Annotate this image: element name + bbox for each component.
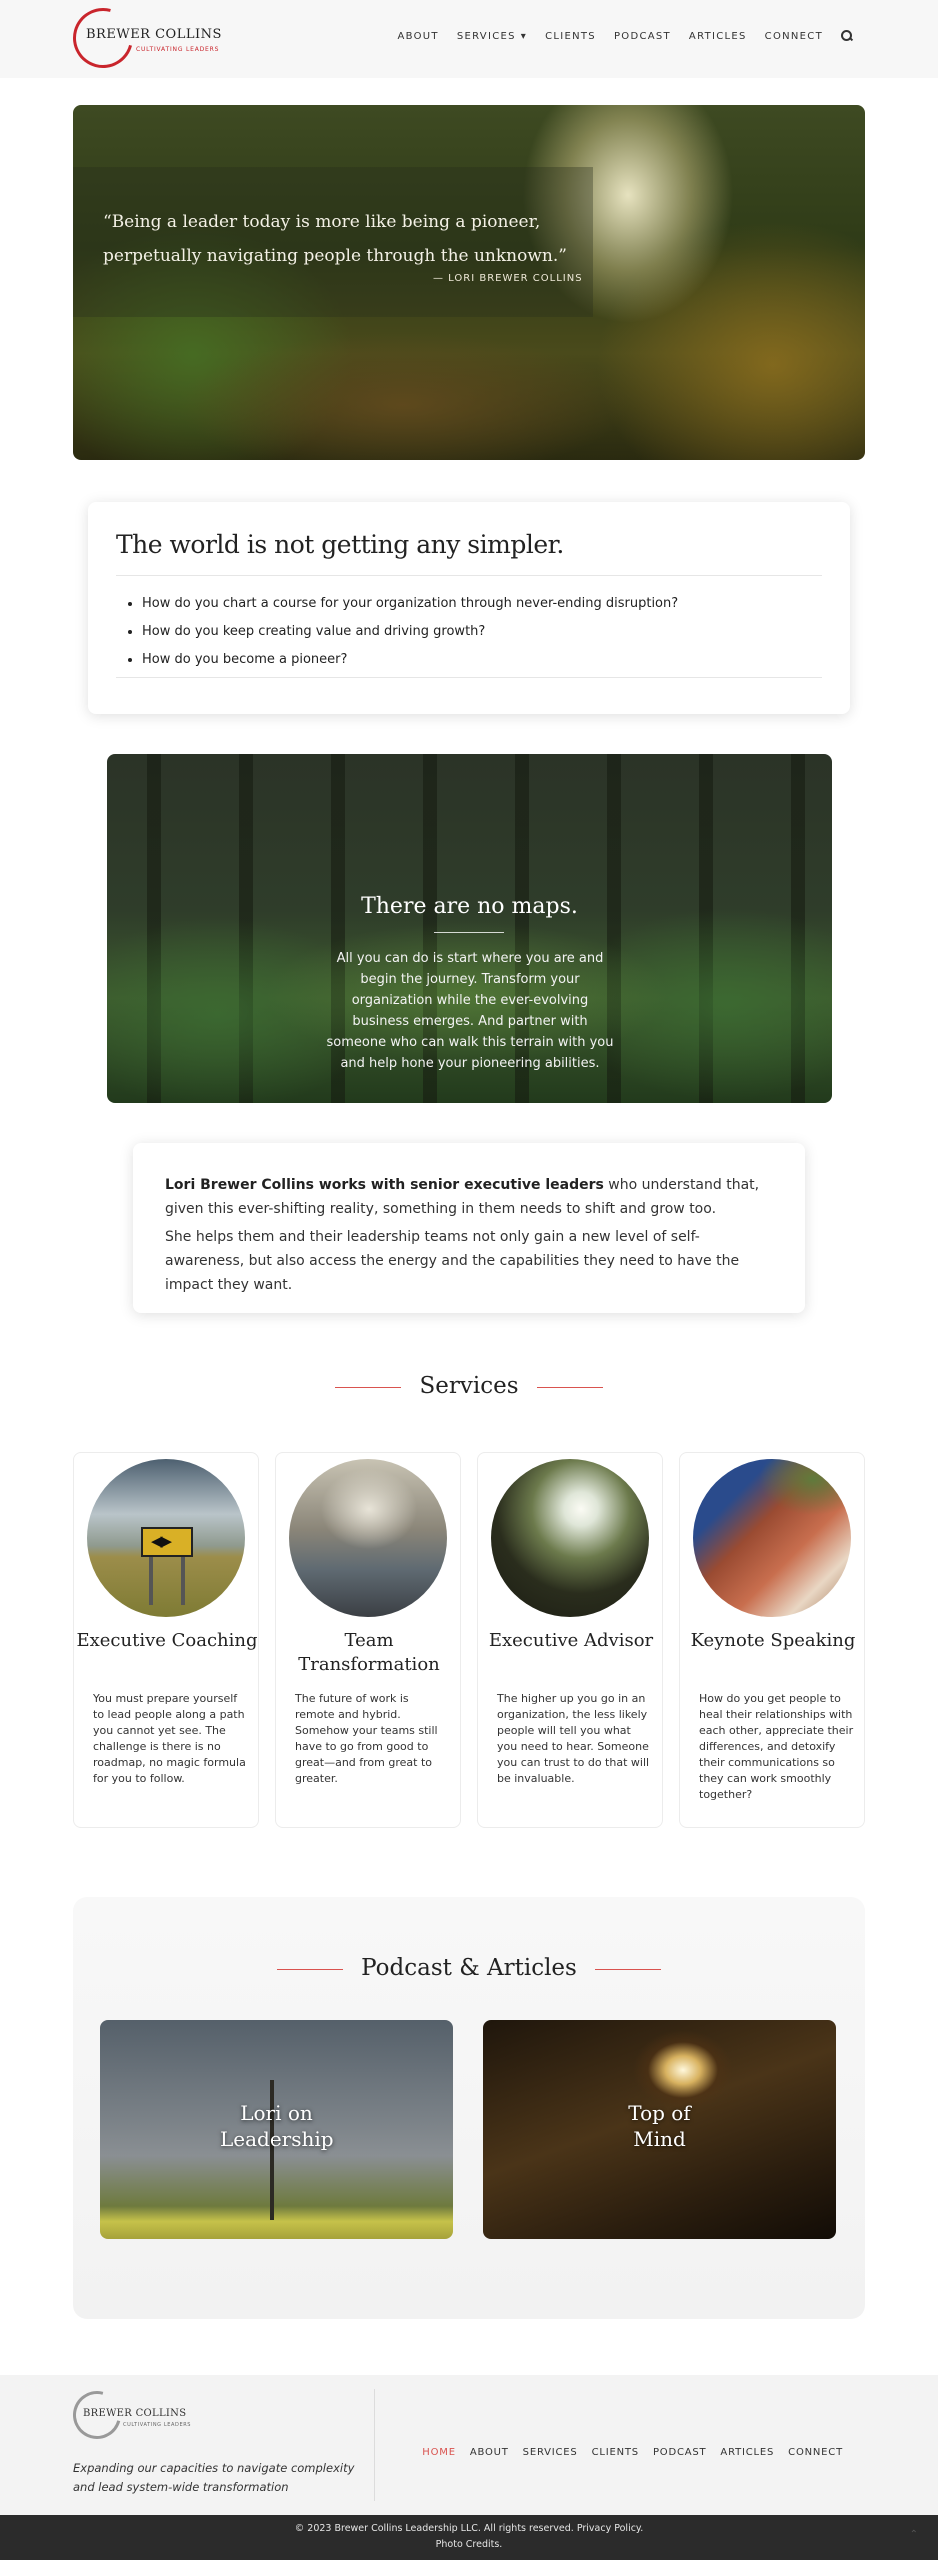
title-rule-left: [277, 1969, 343, 1970]
footer-nav-services[interactable]: SERVICES: [522, 2447, 578, 2458]
site-footer: [0, 2375, 938, 2515]
sign-post: [149, 1555, 153, 1605]
service-title: Team Transformation: [298, 1630, 440, 1675]
nav-about[interactable]: ABOUT: [397, 30, 439, 42]
service-description: How do you get people to heal their relationships with each other, appreciate their differences, and detoxify their communications so they can work smoothly together?: [699, 1692, 854, 1801]
list-item: • How do you chart a course for your organization through never-ending disruption?: [142, 590, 678, 618]
canyon-rock-image: [693, 1459, 851, 1617]
podcast-title-text: Podcast & Articles: [361, 1955, 577, 1981]
nav-clients[interactable]: CLIENTS: [545, 30, 596, 42]
service-description: The higher up you go in an organization, the less likely people will tell you what you need to hear. Someone you can trust to do that will be invaluable.: [497, 1692, 650, 1785]
double-arrow-sign-icon: [141, 1527, 193, 1557]
about-lead: [165, 1173, 777, 1221]
footer-nav-clients[interactable]: CLIENTS: [591, 2447, 639, 2458]
footer-logo[interactable]: [73, 2391, 213, 2443]
hero-quote: “Being a leader today is more like being a pioneer, perpetually navigating people through the unknown.”: [103, 212, 567, 266]
main-nav: [398, 30, 853, 42]
service-card-team-transformation[interactable]: [275, 1452, 461, 1828]
divider: [116, 677, 822, 678]
podcast-title: [0, 1955, 938, 1981]
service-title: Executive Coaching: [76, 1630, 258, 1651]
copyright-bar: [0, 2515, 938, 2560]
nav-services-label: SERVICES: [456, 30, 516, 42]
no-maps-heading: There are no maps.: [361, 894, 578, 919]
footer-nav: [422, 2447, 843, 2458]
tile-top-of-mind[interactable]: [483, 2020, 836, 2239]
footer-tagline: Expanding our capacities to navigate complexity and lead system-wide transformation: [73, 2461, 355, 2494]
hero-banner: [73, 105, 865, 460]
tile-label: Lori on Leadership: [220, 2101, 334, 2151]
brand-logo[interactable]: [73, 8, 223, 70]
chevron-down-icon: ▾: [520, 30, 528, 42]
intro-card: [88, 502, 850, 714]
title-rule-left: [335, 1387, 401, 1388]
privacy-policy-link[interactable]: Privacy Policy.: [576, 2523, 644, 2534]
photo-credits-link[interactable]: Photo Credits.: [435, 2539, 503, 2550]
sign-post: [181, 1555, 185, 1605]
about-card: [133, 1143, 805, 1313]
search-icon[interactable]: [841, 30, 853, 42]
about-lead-bold: Lori Brewer Collins works with senior executive leaders: [165, 1177, 604, 1193]
no-maps-body: All you can do is start where you are and begin the journey. Transform your organization while the ever-evolving business emerges. And partner with someone who can walk this terrain with you and help hone your pioneering abilities.: [326, 951, 614, 1071]
nav-podcast[interactable]: PODCAST: [613, 30, 671, 42]
footer-nav-connect[interactable]: CONNECT: [788, 2447, 843, 2458]
hero-attribution: — LORI BREWER COLLINS: [433, 273, 583, 284]
service-description: The future of work is remote and hybrid. Somehow your teams still have to go from good to great—and from great to greater.: [295, 1692, 438, 1785]
no-maps-banner: [107, 754, 832, 1103]
service-title: Keynote Speaking: [690, 1630, 856, 1651]
service-description: You must prepare yourself to lead people along a path you cannot yet see. The challenge is there is no roadmap, no magic formula for you to follow.: [93, 1692, 246, 1785]
copyright-text: © 2023 Brewer Collins Leadership LLC. All rights reserved.: [294, 2523, 574, 2534]
tile-label: Top of Mind: [628, 2101, 691, 2151]
site-header: [0, 0, 938, 78]
divider: [434, 932, 504, 933]
credits-line: [0, 2539, 938, 2550]
nav-articles[interactable]: ARTICLES: [688, 30, 747, 42]
title-rule-right: [595, 1969, 661, 1970]
logo-tagline: CULTIVATING LEADERS: [136, 46, 220, 53]
nav-connect[interactable]: CONNECT: [764, 30, 823, 42]
services-title-text: Services: [419, 1373, 519, 1399]
nav-services[interactable]: [457, 31, 527, 42]
intro-question-list: [142, 590, 678, 674]
empty-office-image: [289, 1459, 447, 1617]
footer-logo-tagline: CULTIVATING LEADERS: [123, 2422, 192, 2428]
chevron-up-icon[interactable]: ⌃: [909, 2529, 918, 2540]
divider: [374, 2389, 375, 2501]
service-card-executive-advisor[interactable]: [477, 1452, 663, 1828]
footer-nav-home[interactable]: HOME: [422, 2447, 456, 2458]
footer-logo-name: BREWER COLLINS: [83, 2408, 187, 2419]
list-item: • How do you keep creating value and driving growth?: [142, 618, 678, 646]
tile-lori-on-leadership[interactable]: [100, 2020, 453, 2239]
logo-name: BREWER COLLINS: [86, 27, 222, 42]
road-sign-image: [87, 1459, 245, 1617]
footer-nav-articles[interactable]: ARTICLES: [720, 2447, 775, 2458]
divider: [116, 575, 822, 576]
well-ladder-image: [491, 1459, 649, 1617]
footer-nav-podcast[interactable]: PODCAST: [652, 2447, 707, 2458]
list-item: • How do you become a pioneer?: [142, 646, 678, 674]
services-title: [0, 1373, 938, 1399]
service-card-executive-coaching[interactable]: [73, 1452, 259, 1828]
intro-heading: The world is not getting any simpler.: [116, 530, 564, 559]
service-card-keynote-speaking[interactable]: [679, 1452, 865, 1828]
footer-nav-about[interactable]: ABOUT: [469, 2447, 509, 2458]
about-lead-rest: who understand that, given this ever-shifting reality, something in them needs to shift and grow too.: [165, 1177, 760, 1217]
copyright-line: [0, 2523, 938, 2534]
about-body: She helps them and their leadership teams not only gain a new level of self-awareness, but also access the energy and the capabilities they need to have the impact they want.: [165, 1229, 740, 1293]
service-title: Executive Advisor: [488, 1630, 654, 1651]
title-rule-right: [537, 1387, 603, 1388]
